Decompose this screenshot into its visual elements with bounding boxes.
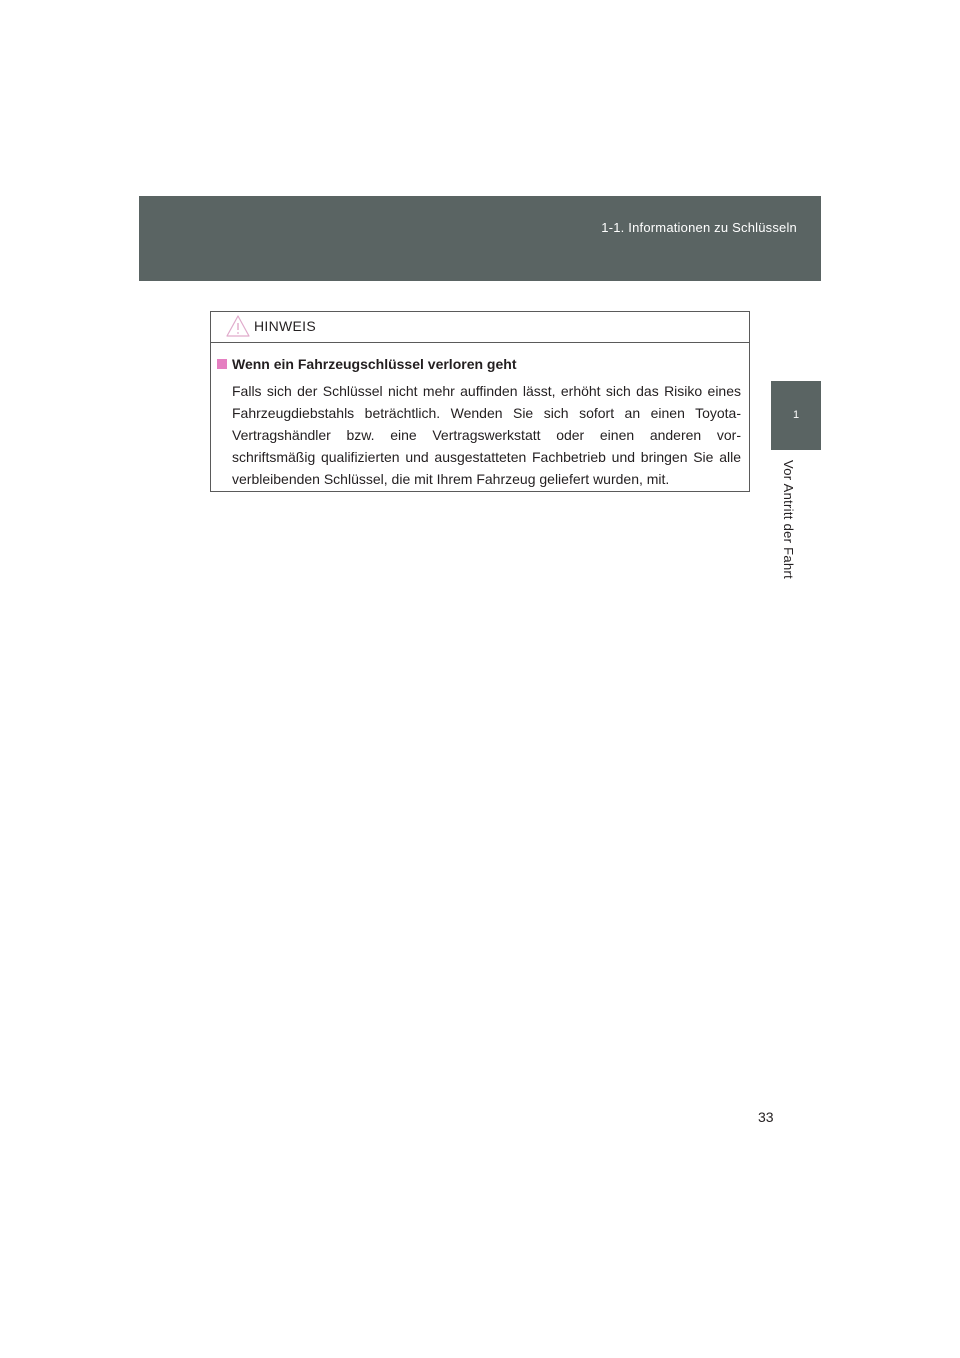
notice-body: [211, 343, 749, 490]
notice-subheading-text: Wenn ein Fahrzeugschlüssel verloren geht: [232, 356, 517, 372]
notice-body-text: Falls sich der Schlüssel nicht mehr auffinden lässt, erhöht sich das Risiko eines Fahrzeugdiebstahls beträchtlich. Wenden Sie sich sofort an einen Toyota-Vertragshändler bzw. eine Vertragswerkstatt oder einen anderen vor-schriftsmäßig qualifizierten und ausgestatteten Fachbetrieb und bringen Sie alle verbleibenden Schlüssel, die mit Ihrem Fahrzeug geliefert wurden, mit.: [232, 383, 741, 487]
chapter-tab: [771, 381, 821, 450]
section-header-bar: [139, 196, 821, 281]
section-title: 1-1. Informationen zu Schlüsseln: [601, 220, 797, 235]
warning-triangle-icon: [226, 315, 250, 337]
page-number: 33: [758, 1109, 774, 1125]
notice-title: HINWEIS: [254, 318, 316, 334]
square-bullet-icon: [217, 359, 227, 369]
chapter-number: 1: [792, 409, 800, 421]
chapter-label: Vor Antritt der Fahrt: [781, 460, 796, 580]
notice-header: [211, 312, 749, 343]
notice-subheading: [217, 356, 741, 372]
notice-box: [210, 311, 750, 492]
